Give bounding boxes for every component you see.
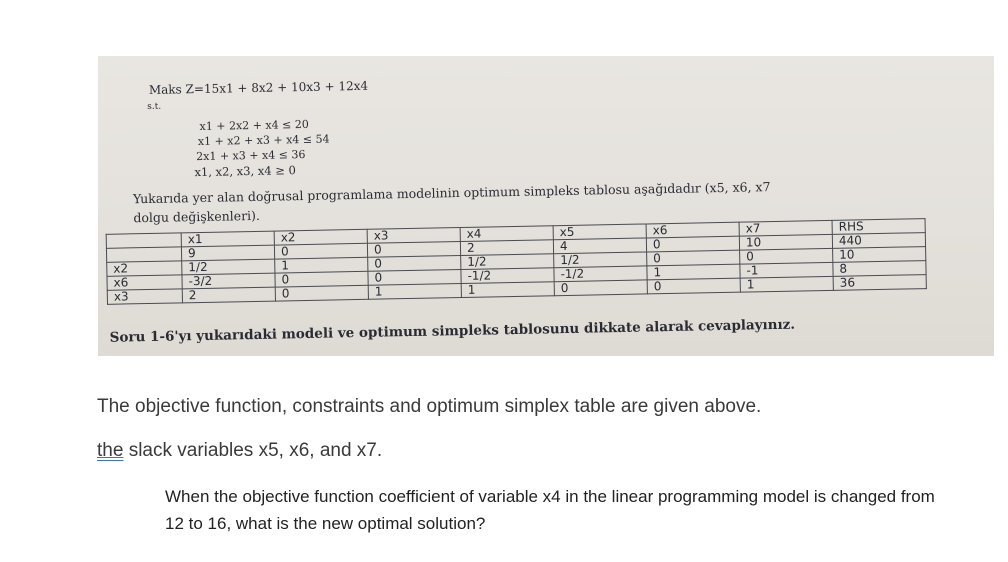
table-cell: -3/2: [182, 273, 275, 289]
table-cell: 1: [461, 282, 554, 298]
table-cell: 0: [646, 236, 739, 252]
table-header-cell: x4: [460, 226, 553, 242]
table-cell: 1: [647, 264, 740, 280]
table-cell: 1: [275, 257, 368, 273]
objective-function: Maks Z=15x1 + 8x2 + 10x3 + 12x4: [148, 78, 369, 97]
table-header-cell: x1: [181, 231, 274, 247]
table-cell: 440: [832, 233, 925, 249]
description-line-2-rest: slack variables x5, x6, and x7.: [123, 440, 383, 461]
table-cell: 0: [367, 242, 460, 258]
table-cell: 4: [553, 238, 646, 254]
table-cell: 2: [460, 240, 553, 256]
table-header-cell: x6: [646, 222, 739, 238]
table-header-cell: x3: [367, 228, 460, 244]
description-line-1: The objective function, constraints and optimum simplex table are given above.: [97, 396, 762, 417]
description-line-2: [97, 440, 382, 462]
table-cell: 1/2: [554, 252, 647, 268]
table-cell: 0: [647, 278, 740, 294]
constraint-2: x1 + x2 + x3 + x4 ≤ 54: [197, 132, 330, 149]
intro-text-line-1: Yukarıda yer alan doğrusal programlama modelinin optimum simpleks tablosu aşağıdadır (x5, x6, x7: [132, 179, 771, 207]
table-cell: 0: [368, 270, 461, 286]
table-cell: 0: [368, 256, 461, 272]
table-cell: 10: [833, 247, 926, 263]
table-cell: 0: [274, 243, 367, 259]
intro-text-line-2: dolgu değişkenleri).: [133, 207, 261, 226]
table-header-cell: x7: [739, 220, 832, 236]
constraint-1: x1 + 2x2 + x4 ≤ 20: [199, 117, 309, 134]
table-cell: 1: [740, 276, 833, 292]
table-cell: 8: [833, 261, 926, 277]
basis-cell: x3: [107, 289, 182, 304]
table-cell: 1: [368, 284, 461, 300]
table-cell: 0: [647, 250, 740, 266]
table-cell: 36: [833, 275, 926, 291]
table-cell: -1: [740, 262, 833, 278]
table-cell: -1/2: [461, 268, 554, 284]
photo-content: [98, 56, 994, 356]
table-cell: 9: [181, 245, 274, 261]
constraint-3: 2x1 + x3 + x4 ≤ 36: [196, 147, 306, 164]
nonnegativity-constraint: x1, x2, x3, x4 ≥ 0: [194, 163, 297, 180]
table-cell: 0: [554, 280, 647, 296]
table-cell: 0: [275, 285, 368, 301]
photo-question: Soru 1-6'yı yukarıdaki modeli ve optimum simpleks tablosunu dikkate alarak cevaplayınız.: [109, 316, 796, 346]
table-cell: -1/2: [554, 266, 647, 282]
description-line-2-lead: the: [97, 440, 124, 461]
simplex-table-body: [106, 219, 926, 305]
subject-to-label: s.t.: [147, 101, 162, 113]
table-header-cell: x2: [274, 229, 367, 245]
simplex-table: [106, 218, 927, 305]
basis-cell: x6: [107, 275, 182, 290]
table-header-cell: x5: [553, 224, 646, 240]
problem-photo: [98, 56, 994, 356]
table-cell: 0: [275, 271, 368, 287]
table-cell: 2: [182, 287, 275, 303]
table-cell: 1/2: [182, 259, 275, 275]
table-cell: 0: [740, 248, 833, 264]
table-cell: 10: [739, 234, 832, 250]
basis-cell: [106, 247, 181, 262]
table-header-cell: RHS: [832, 219, 925, 235]
question-text: When the objective function coefficient of variable x4 in the linear programming model is changed from 12 to 16, what is the new optimal solution?: [165, 487, 935, 533]
table-header-cell: [106, 233, 181, 248]
basis-cell: x2: [107, 261, 182, 276]
table-cell: 1/2: [461, 254, 554, 270]
